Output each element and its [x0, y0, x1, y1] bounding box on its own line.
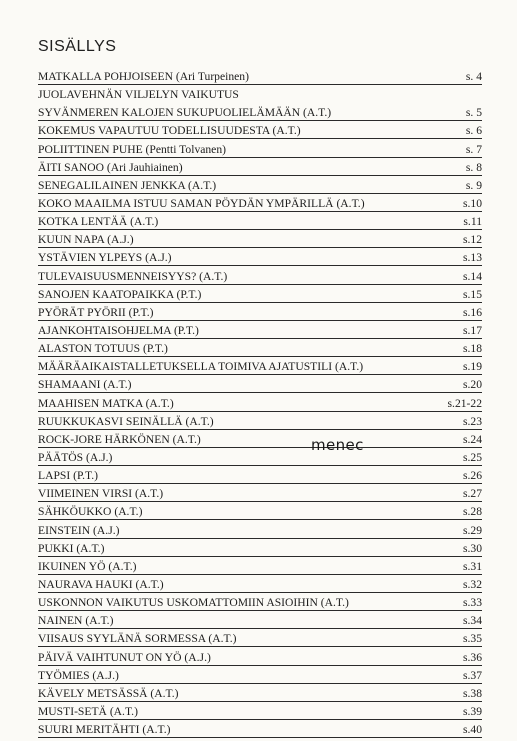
toc-entry: [38, 88, 482, 106]
toc-entry-title: KOKO MAAILMA ISTUU SAMAN PÖYDÄN YMPÄRILLÄ (A.T.): [38, 198, 368, 210]
toc-leader-line: [38, 157, 482, 158]
toc-leader-line: [38, 519, 482, 520]
toc-entry-title: ROCK-JORE HÄRKÖNEN (A.T.): [38, 434, 204, 446]
toc-entry: [38, 669, 482, 687]
toc-entry-page: s.37: [462, 668, 482, 682]
toc-entry: [38, 306, 482, 324]
toc-entry-title: MATKALLA POHJOISEEN (Ari Turpeinen): [38, 71, 252, 83]
toc-entry: [38, 124, 482, 142]
toc-entry-title: TULEVAISUUSMENNEISYYS? (A.T.): [38, 271, 230, 283]
toc-entry: [38, 433, 482, 451]
toc-entry: [38, 324, 482, 342]
toc-leader-line: [38, 392, 482, 393]
toc-leader-line: [38, 701, 482, 702]
toc-entry-page: s.11: [463, 215, 482, 229]
toc-entry: [38, 705, 482, 723]
toc-entry: [38, 70, 482, 88]
toc-entry: [38, 233, 482, 251]
toc-entry-title: SYVÄNMEREN KALOJEN SUKUPUOLIELÄMÄÄN (A.T.): [38, 107, 334, 119]
toc-entry: [38, 106, 482, 124]
toc-entry-title: SHAMAANI (A.T.): [38, 379, 135, 391]
toc-entry: [38, 524, 482, 542]
toc-entry-title: KÄVELY METSÄSSÄ (A.T.): [38, 688, 182, 700]
toc-leader-line: [38, 719, 482, 720]
toc-entry: [38, 270, 482, 288]
toc-leader-line: [38, 574, 482, 575]
toc-entry-title: USKONNON VAIKUTUS USKOMATTOMIIN ASIOIHIN (A.T.): [38, 597, 352, 609]
toc-entry-page: s.29: [462, 523, 482, 537]
toc-entry: [38, 342, 482, 360]
toc-leader-line: [38, 338, 482, 339]
toc-leader-line: [38, 265, 482, 266]
toc-entry-title: VIIMEINEN VIRSI (A.T.): [38, 488, 166, 500]
toc-entry-title: SANOJEN KAATOPAIKKA (P.T.): [38, 289, 204, 301]
toc-entry-title: ÄITI SANOO (Ari Jauhiainen): [38, 162, 186, 174]
toc-entry: [38, 161, 482, 179]
toc-entry: [38, 596, 482, 614]
toc-entry-page: s. 7: [465, 142, 482, 156]
toc-entry-page: s.21-22: [447, 396, 482, 410]
toc-entry-page: s.35: [462, 632, 482, 646]
toc-entry-title: PYÖRÄT PYÖRII (P.T.): [38, 307, 157, 319]
toc-entry-page: s.38: [462, 686, 482, 700]
toc-entry-title: SÄHKÖUKKO (A.T.): [38, 506, 145, 518]
toc-entry-page: s.20: [462, 378, 482, 392]
toc-leader-line: [38, 592, 482, 593]
toc-entry-page: s. 6: [465, 124, 482, 138]
toc-leader-line: [38, 556, 482, 557]
toc-entry-page: s.13: [462, 251, 482, 265]
toc-entry-page: s.34: [462, 614, 482, 628]
toc-leader-line: [38, 211, 482, 212]
toc-leader-line: [38, 483, 482, 484]
toc-entry-page: s.12: [462, 233, 482, 247]
toc-entry: [38, 560, 482, 578]
toc-leader-line: [38, 138, 482, 139]
toc-entry-title: POLIITTINEN PUHE (Pentti Tolvanen): [38, 144, 229, 156]
toc-entry-title: AJANKOHTAISOHJELMA (P.T.): [38, 325, 202, 337]
toc-leader-line: [38, 665, 482, 666]
toc-entry: [38, 687, 482, 705]
toc-entry-page: s.33: [462, 596, 482, 610]
toc-entry-page: s.25: [462, 450, 482, 464]
toc-leader-line: [38, 120, 482, 121]
toc-leader-line: [38, 429, 482, 430]
toc-entry-page: s.31: [462, 559, 482, 573]
toc-leader-line: [38, 193, 482, 194]
toc-entry-title: EINSTEIN (A.J.): [38, 525, 122, 537]
toc-entry-title: YSTÄVIEN YLPEYS (A.J.): [38, 252, 175, 264]
toc-entry-title: KOTKA LENTÄÄ (A.T.): [38, 216, 161, 228]
toc-entry-page: s.23: [462, 414, 482, 428]
toc-entry-page: s.24: [462, 432, 482, 446]
toc-entry-page: s. 9: [465, 178, 482, 192]
toc-entry-page: s.14: [462, 269, 482, 283]
toc-entry-title: SENEGALILAINEN JENKKA (A.T.): [38, 180, 219, 192]
toc-entry-page: s.28: [462, 505, 482, 519]
toc-entry: [38, 451, 482, 469]
page-title: SISÄLLYS: [38, 38, 117, 55]
toc-entry-page: s. 5: [465, 106, 482, 120]
toc-leader-line: [38, 447, 482, 448]
toc-entry-page: s.36: [462, 650, 482, 664]
toc-entry-title: TYÖMIES (A.J.): [38, 670, 122, 682]
toc-entry-page: s.15: [462, 287, 482, 301]
toc-entry: [38, 651, 482, 669]
toc-leader-line: [38, 320, 482, 321]
toc-entry-page: s.26: [462, 469, 482, 483]
toc-entry: [38, 614, 482, 632]
toc-entry-title: KUUN NAPA (A.J.): [38, 234, 137, 246]
toc-entry-title: JUOLAVEHNÄN VILJELYN VAIKUTUS: [38, 89, 242, 101]
toc-entry: [38, 378, 482, 396]
toc-leader-line: [38, 737, 482, 738]
toc-leader-line: [38, 284, 482, 285]
toc-entry: [38, 197, 482, 215]
toc-entry: [38, 143, 482, 161]
toc-entry-title: MUSTI-SETÄ (A.T.): [38, 706, 141, 718]
toc-entry-title: PUKKI (A.T.): [38, 543, 107, 555]
table-of-contents: [38, 70, 482, 741]
toc-entry-title: VIISAUS SYYLÄNÄ SORMESSA (A.T.): [38, 633, 240, 645]
toc-entry-page: s.40: [462, 723, 482, 737]
toc-entry: [38, 723, 482, 741]
toc-entry: [38, 542, 482, 560]
toc-entry-page: s.30: [462, 541, 482, 555]
toc-leader-line: [38, 628, 482, 629]
toc-entry: [38, 215, 482, 233]
toc-leader-line: [38, 175, 482, 176]
watermark: menec: [311, 436, 364, 454]
toc-leader-line: [38, 411, 482, 412]
toc-leader-line: [38, 646, 482, 647]
toc-leader-line: [38, 465, 482, 466]
toc-leader-line: [38, 501, 482, 502]
toc-entry: [38, 397, 482, 415]
toc-entry: [38, 469, 482, 487]
toc-leader-line: [38, 247, 482, 248]
toc-entry: [38, 360, 482, 378]
toc-leader-line: [38, 538, 482, 539]
toc-leader-line: [38, 374, 482, 375]
toc-leader-line: [38, 229, 482, 230]
toc-entry-title: ALASTON TOTUUS (P.T.): [38, 343, 171, 355]
toc-entry-title: PÄÄTÖS (A.J.): [38, 452, 115, 464]
toc-entry: [38, 505, 482, 523]
toc-leader-line: [38, 84, 482, 85]
toc-entry-page: s.32: [462, 577, 482, 591]
toc-entry-page: s.19: [462, 360, 482, 374]
toc-entry: [38, 415, 482, 433]
toc-entry-title: NAINEN (A.T.): [38, 615, 116, 627]
toc-entry-page: s.10: [462, 196, 482, 210]
toc-entry-page: s.39: [462, 704, 482, 718]
toc-leader-line: [38, 302, 482, 303]
toc-entry-title: IKUINEN YÖ (A.T.): [38, 561, 140, 573]
toc-entry: [38, 288, 482, 306]
toc-entry-page: s.17: [462, 323, 482, 337]
toc-leader-line: [38, 356, 482, 357]
toc-leader-line: [38, 683, 482, 684]
toc-entry-title: PÄIVÄ VAIHTUNUT ON YÖ (A.J.): [38, 652, 214, 664]
toc-entry-page: s. 4: [465, 70, 482, 83]
toc-entry: [38, 487, 482, 505]
toc-entry-page: s. 8: [465, 160, 482, 174]
toc-entry-title: MÄÄRÄAIKAISTALLETUKSELLA TOIMIVA AJATUSTILI (A.T.): [38, 361, 366, 373]
toc-entry-page: s.16: [462, 305, 482, 319]
toc-entry: [38, 179, 482, 197]
toc-entry-title: NAURAVA HAUKI (A.T.): [38, 579, 167, 591]
toc-entry: [38, 251, 482, 269]
toc-leader-line: [38, 610, 482, 611]
toc-entry-title: KOKEMUS VAPAUTUU TODELLISUUDESTA (A.T.): [38, 125, 304, 137]
toc-entry-title: MAAHISEN MATKA (A.T.): [38, 398, 177, 410]
toc-entry-title: SUURI MERITÄHTI (A.T.): [38, 724, 173, 736]
toc-entry: [38, 578, 482, 596]
toc-entry-page: s.18: [462, 342, 482, 356]
toc-entry: [38, 632, 482, 650]
toc-entry-title: LAPSI (P.T.): [38, 470, 101, 482]
toc-entry-page: s.27: [462, 487, 482, 501]
toc-entry-title: RUUKKUKASVI SEINÄLLÄ (A.T.): [38, 416, 217, 428]
